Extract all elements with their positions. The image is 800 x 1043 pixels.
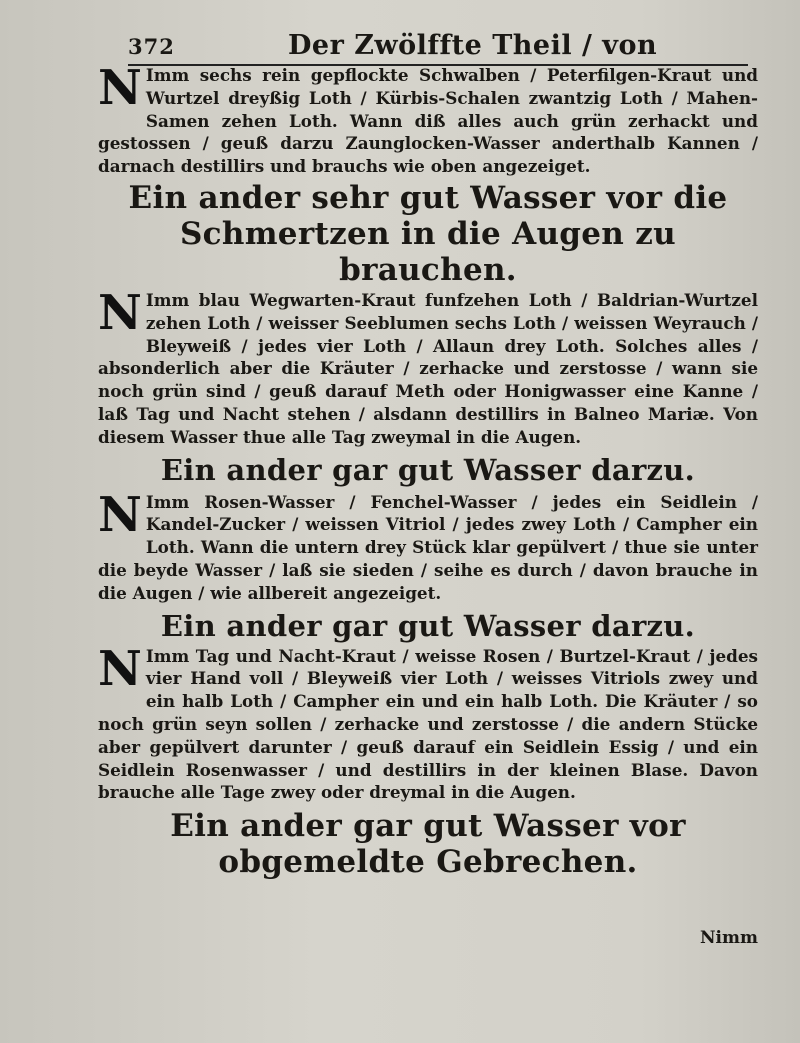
- catchword: Nimm: [700, 928, 758, 948]
- drop-cap: N: [98, 486, 142, 543]
- section-heading: Ein ander gar gut Wasser vor obgemeldte Gebrechen.: [170, 808, 686, 881]
- body-text: [98, 60, 758, 881]
- paragraph-text: Imm Rosen-Wasser / Fenchel-Wasser / jedes ein Seidlein / Kandel-Zucker / weissen Vitriol / jedes zwey Loth / Campher ein Loth. Wann die untern drey Stück klar gepülvert / thue sie unter die beyde Wasser / laß sie sieden / seihe es durch / davon brauche in die Augen / wie allbereit angezeiget.: [98, 491, 758, 603]
- paragraph-text: Imm blau Wegwarten-Kraut funfzehen Loth / Baldrian-Wurtzel zehen Loth / weisser Seeblumen sechs Loth / weissen Weyrauch / Bleyweiß / jedes vier Loth / Allaun drey Loth. Solches alles / absonderlich aber die Kräuter / zerhacke und zerstosse / wann sie noch grün sind / geuß darauf Meth oder Honigwasser eine Kanne / laß Tag und Nacht stehen / alsdann destillirs in Balneo Mariæ. Von diesem Wasser thue alle Tag zweymal in die Augen.: [98, 289, 758, 447]
- paragraph-text: Imm sechs rein gepflockte Schwalben / Peterfilgen-Kraut und Wurtzel dreyßig Loth / Kürbis-Schalen zwantzig Loth / Mahen-Samen zehen Loth. Wann diß alles auch grün zerhackt und gestossen / geuß darzu Zaunglocken-Wasser anderthalb Kannen / darnach destillirs und brauchs wie oben angezeiget.: [98, 65, 758, 177]
- section-heading: Ein ander gar gut Wasser darzu.: [160, 608, 696, 643]
- drop-cap: N: [98, 284, 142, 341]
- recipe-paragraph: [98, 60, 758, 178]
- drop-cap: N: [98, 640, 142, 697]
- recipe-paragraph: [98, 486, 758, 605]
- paragraph-text: Imm Tag und Nacht-Kraut / weisse Rosen / Burtzel-Kraut / jedes vier Hand voll / Bleyweiß vier Loth / weisses Vitriols zwey und ein halb Loth / Campher ein und ein halb Loth. Die Kräuter / so noch grün seyn sollen / zerhacke und zerstosse / die andern Stücke aber gepülvert darunter / geuß darauf ein Seidlein Essig / und ein Seidlein Rosenwasser / und destillirs in der kleinen Blase. Davon brauche alle Tage zwey oder dreymal in die Augen.: [98, 645, 758, 803]
- page-number: 372: [128, 34, 175, 59]
- recipe-paragraph: [98, 284, 758, 449]
- section-heading: Ein ander gar gut Wasser darzu.: [160, 452, 696, 487]
- running-head: Der Zwölffte Theil / von: [288, 30, 658, 61]
- page-header: [128, 30, 748, 66]
- recipe-paragraph: [98, 640, 758, 805]
- drop-cap: N: [98, 60, 142, 116]
- section-heading: Ein ander sehr gut Wasser vor die Schmertzen in die Augen zu brauchen.: [128, 179, 728, 288]
